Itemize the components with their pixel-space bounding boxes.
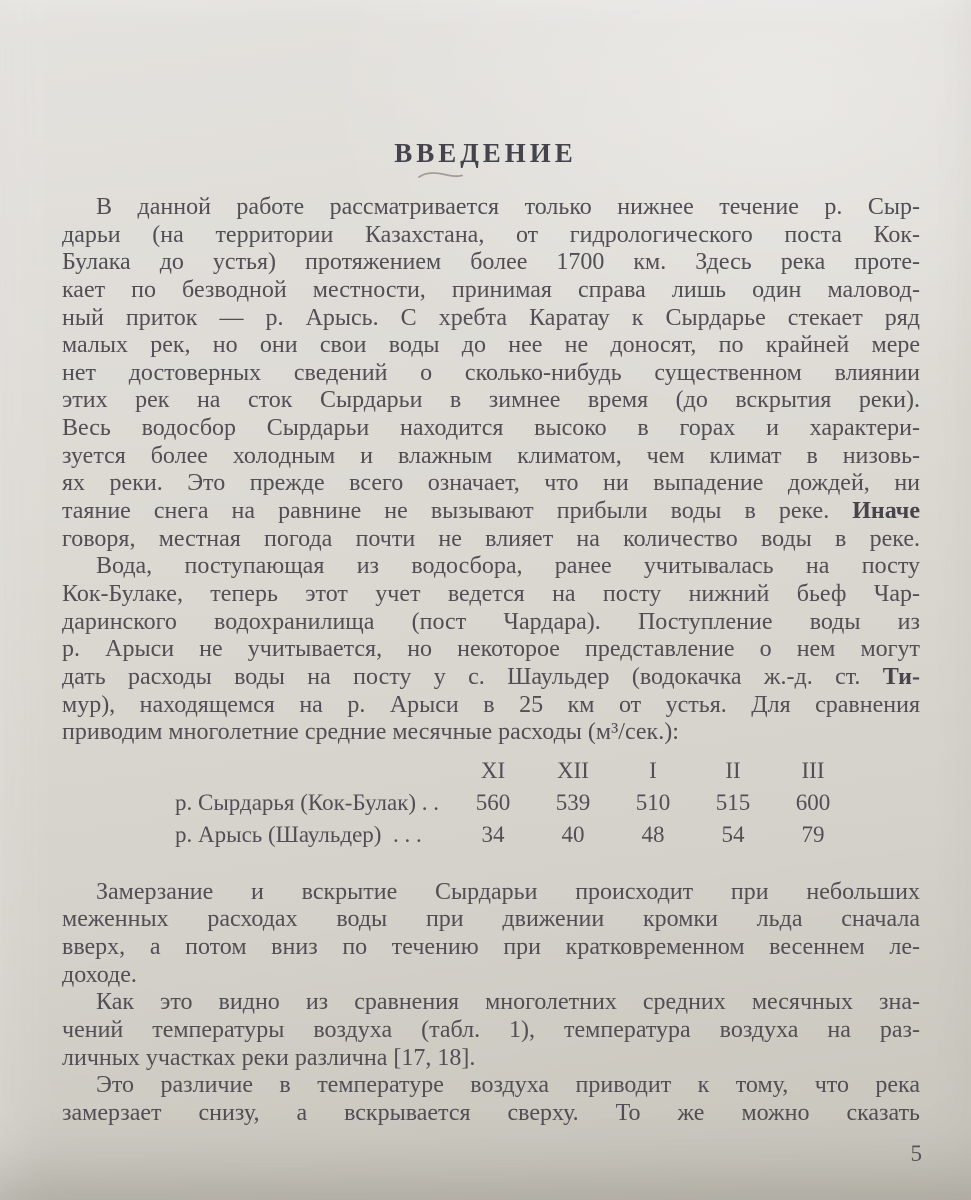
text-line: даринского водохранилища (пост Чардара). Поступление воды из [62, 608, 920, 635]
table-header-cell: XI [480, 757, 506, 783]
page-title: ВВЕДЕНИЕ [394, 138, 577, 168]
text-line: таяние снега на равнине не вызывают прибыли воды в реке. Иначе [62, 498, 920, 525]
paragraph [62, 879, 920, 990]
text-line: Булака до устья) протяжением более 1700 км. Здесь река проте- [62, 249, 920, 276]
body-text [62, 194, 920, 1128]
text-line: Замерзание и вскрытие Сырдарьи происходит при небольших [96, 878, 920, 905]
text-line: р. Арыси не учитывается, но некоторое представление о нем могут [62, 636, 920, 663]
text-line: зуется более холодным и влажным климатом, чем климат в низовь- [62, 442, 920, 469]
text-line: кает по безводной местности, принимая справа лишь один маловод- [62, 276, 920, 303]
text-line: приводим многолетние средние месячные расходы (м³/сек.): [62, 719, 679, 746]
value-cell: 48 [641, 821, 665, 847]
text-line: говоря, местная погода почти не влияет на количество воды в реке. [62, 525, 920, 552]
text-line: чений температуры воздуха (табл. 1), температура воздуха на раз- [62, 1017, 920, 1044]
text-line: личных участках реки различна [17, 18]. [62, 1044, 476, 1071]
paragraph [62, 194, 920, 553]
row-label: р. Сырдарья (Кок-Булак) . . [175, 789, 440, 815]
text-line: нет достоверных сведений о сколько-нибудь существенном влиянии [62, 359, 920, 386]
value-cell: 40 [561, 821, 585, 847]
table-header-cell: III [801, 757, 825, 783]
text-line: этих рек на сток Сырдарьи в зимнее время (до вскрытия реки). [62, 387, 920, 414]
text-line: ный приток — р. Арысь. С хребта Каратау к Сырдарье стекает ряд [62, 304, 920, 331]
text-line: Это различие в температуре воздуха приводит к тому, что река [96, 1072, 920, 1099]
table-header-cell: II [725, 757, 741, 783]
text-line: мур), находящемся на р. Арыси в 25 км от устья. Для сравнения [62, 691, 920, 718]
table-header-cell: I [649, 757, 657, 783]
value-cell: 600 [795, 789, 831, 815]
pencil-squiggle-mark [417, 168, 465, 182]
paragraph [62, 989, 920, 1072]
table-header-cell: XII [557, 757, 589, 783]
row-label: р. Арысь (Шаульдер) . . . [175, 821, 422, 847]
text-line: В данной работе рассматривается только нижнее течение р. Сыр- [96, 194, 920, 220]
value-cell: 539 [555, 789, 591, 815]
text-line: Кок-Булаке, теперь этот учет ведется на посту нижний бьеф Чар- [62, 580, 920, 607]
value-cell: 34 [481, 821, 505, 847]
value-cell: 560 [475, 789, 511, 815]
value-cell: 510 [635, 789, 671, 815]
paragraphs-before-table [62, 194, 920, 747]
text-line: замерзает снизу, а вскрывается сверху. То же можно сказать [62, 1099, 920, 1126]
text-line: Как это видно из сравнения многолетних средних месячных зна- [96, 989, 920, 1016]
text-line: вверх, а потом вниз по течению при кратковременном весеннем ле- [62, 934, 920, 961]
text-line: меженных расходах воды при движении кромки льда сначала [62, 906, 920, 933]
paragraph [62, 1072, 920, 1127]
table-header-row [175, 755, 920, 787]
text-line: ях реки. Это прежде всего означает, что ни выпадение дождей, ни [62, 470, 920, 497]
text-line: Весь водосбор Сырдарьи находится высоко в горах и характери- [62, 415, 920, 442]
text-line: дарьи (на территории Казахстана, от гидрологического поста Кок- [62, 221, 920, 248]
text-line: малых рек, но они свои воды до нее не доносят, по крайней мере [62, 332, 920, 359]
text-line: дать расходы воды на посту у с. Шаульдер (водокачка ж.-д. ст. Ти- [62, 663, 920, 690]
paragraphs-after-table [62, 879, 920, 1128]
text-line: Вода, поступающая из водосбора, ранее учитывалась на посту [96, 553, 920, 580]
page-number: 5 [910, 1141, 922, 1166]
value-cell: 515 [715, 789, 751, 815]
value-cell: 54 [721, 821, 745, 847]
table-row [175, 787, 920, 819]
discharge-table [175, 755, 920, 851]
text-line: доходе. [62, 961, 137, 988]
value-cell: 79 [801, 821, 825, 847]
paragraph [62, 553, 920, 746]
table-row [175, 819, 920, 851]
